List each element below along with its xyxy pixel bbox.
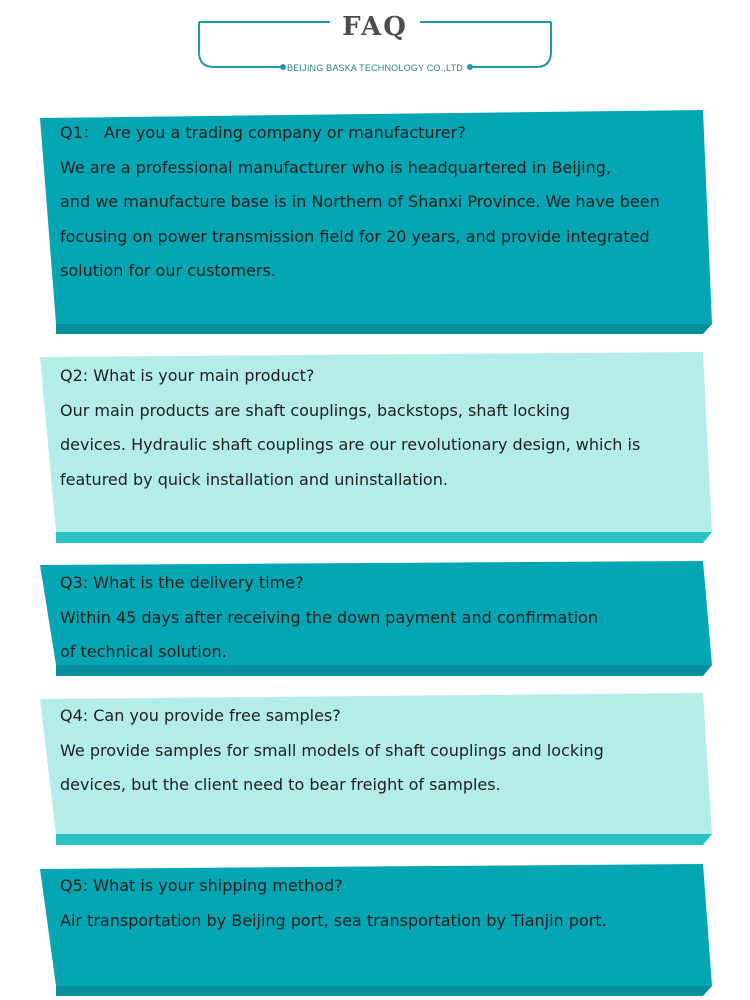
faq-answer-line: devices. Hydraulic shaft couplings are our revolutionary design, which is [60,435,641,455]
faq-question: Q4: Can you provide free samples? [60,706,341,725]
faq-question: Q3: What is the delivery time? [60,573,304,592]
faq-answer-line: We are a professional manufacturer who is headquartered in Beijing, [60,157,611,177]
company-name: BEIJING BASKA TECHNOLOGY CO.,LTD [287,63,463,73]
faq-answer-line: and we manufacture base is in Northern of Shanxi Province. We have been [60,192,660,212]
faq-question: Q5: What is your shipping method? [60,876,343,895]
faq-answer-line: Within 45 days after receiving the down payment and confirmation [60,607,598,627]
faq-answer-line: focusing on power transmission field for 20 years, and provide integrated [60,226,650,246]
faq-question: Q1： Are you a trading company or manufacturer? [60,123,466,142]
faq-answer-line: We provide samples for small models of shaft couplings and locking [60,740,604,760]
faq-answer-line: Air transportation by Beijing port, sea transportation by Tianjin port. [60,910,607,930]
faq-answer-line: featured by quick installation and uninstallation. [60,469,448,489]
faq-question: Q2: What is your main product? [60,366,315,385]
faq-answer-line: Our main products are shaft couplings, backstops, shaft locking [60,400,571,420]
faq-item-3 [0,561,750,678]
faq-item-2 [0,352,750,545]
page-title: FAQ [342,12,408,42]
faq-answer-line: of technical solution. [60,642,227,662]
faq-answer-line: devices, but the client need to bear freight of samples. [60,775,501,795]
faq-item-1 [0,110,750,336]
faq-answer-line: solution for our customers. [60,261,276,281]
faq-item-4 [0,693,750,848]
faq-item-5 [0,864,750,998]
